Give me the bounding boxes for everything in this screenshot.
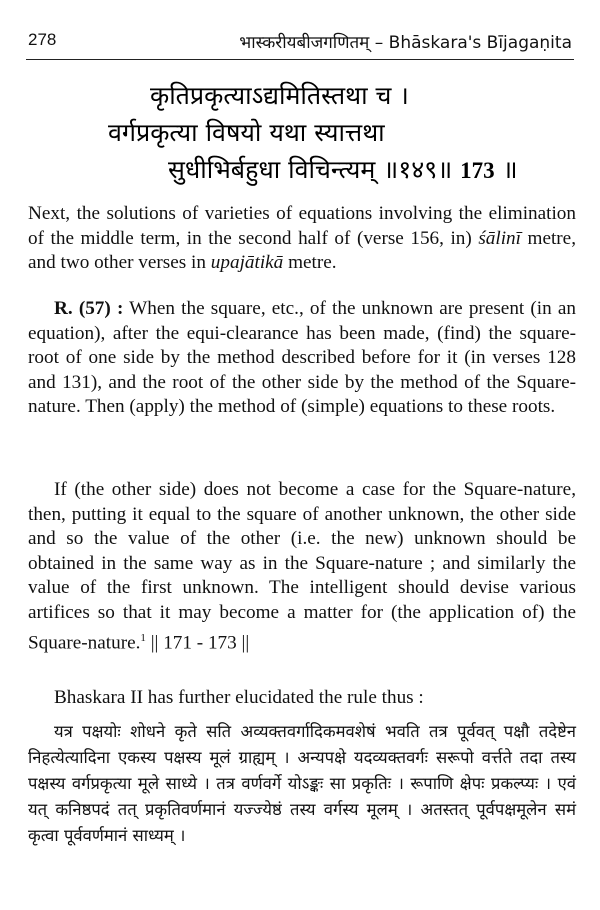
rule-paragraph xyxy=(28,297,576,420)
metre-name-upajatika: upajātikā xyxy=(210,252,284,274)
square-nature-paragraph xyxy=(28,478,576,656)
commentary-intro: Bhaskara II has further elucidated the rule thus : xyxy=(54,687,424,708)
verse-line-3-text: सुधीभिर्बहुधा विचिन्त्यम् ॥१४९॥ xyxy=(168,155,453,184)
sanskrit-commentary-text: यत्र पक्षयोः शोधने कृते सति अव्यक्तवर्गादिकमवशेषं भवति तत्र पूर्ववत् पक्षौ तदेष्टेन निहत्येत्यादिना एकस्य पक्षस्य मूलं ग्राह्यम् । अन्यपक्षे यदव्यक्तवर्गः सरूपो वर्त्तते तदा तस्य पक्षस्य वर्गप्रकृत्या मूले साध्ये । तत्र वर्णवर्गे योऽङ्कः सा प्रकृतिः । रूपाणि क्षेपः प्रकल्प्यः । एवं यत् कनिष्ठपदं तत् प्रकृतिवर्णमानं यज्ज्येष्ठं तस्य वर्गस्य मूलम् । अतस्तत् पूर्वपक्षमूलेन समं कृत्वा पूर्ववर्णमानं साध्यम् । xyxy=(28,722,576,845)
intro-paragraph xyxy=(28,202,576,276)
header-rule xyxy=(26,59,574,60)
sanskrit-commentary xyxy=(28,719,576,849)
verse-reference: || 171 - 173 || xyxy=(145,631,250,653)
intro-text-3: metre. xyxy=(283,252,337,274)
footnote-marker: 1 xyxy=(140,631,146,644)
rule-label: R. (57) : xyxy=(54,298,124,319)
verse-number: 173 xyxy=(460,158,495,183)
verse-line-2: वर्गप्रकृत्या विषयो यथा स्यात्तथा xyxy=(108,118,385,147)
square-nature-text: If (the other side) does not become a case for the Square-nature, then, putting it equal to the square of another unknown, the other side and so the value of the other (i.e. the new) unknown should be obtained in the same way as in the Square-nature ; and similarly the value of the first unknown. The intelligent should devise various artifices so that it may become a matter for (the application of) the Square-nature. xyxy=(28,479,576,653)
intro-text-2: metre, and two other verses in xyxy=(28,227,576,274)
running-title: भास्करीयबीजगणितम् – Bhāskara's Bījagaṇita xyxy=(239,33,572,53)
page-number: 278 xyxy=(28,30,57,49)
metre-name-salini: śālinī xyxy=(478,227,521,249)
verse-line-3-end: ॥ xyxy=(502,155,518,184)
verse-line-3 xyxy=(168,152,518,186)
intro-text: Next, the solutions of varieties of equations involving the elimination of the middle term, in the second half of (verse 156, in) xyxy=(28,203,576,249)
verse-line-1: कृतिप्रकृत्याऽद्यमितिस्तथा च । xyxy=(150,81,409,110)
rule-text: When the square, etc., of the unknown are present (in an equation), after the equi-clearance has been made, (find) the square-root of one side by the method described before for it (in verses 128 and 131), and the root of the other side by the method of the Square-nature. Then (apply) the method of (simple) equations to these roots. xyxy=(28,298,576,418)
